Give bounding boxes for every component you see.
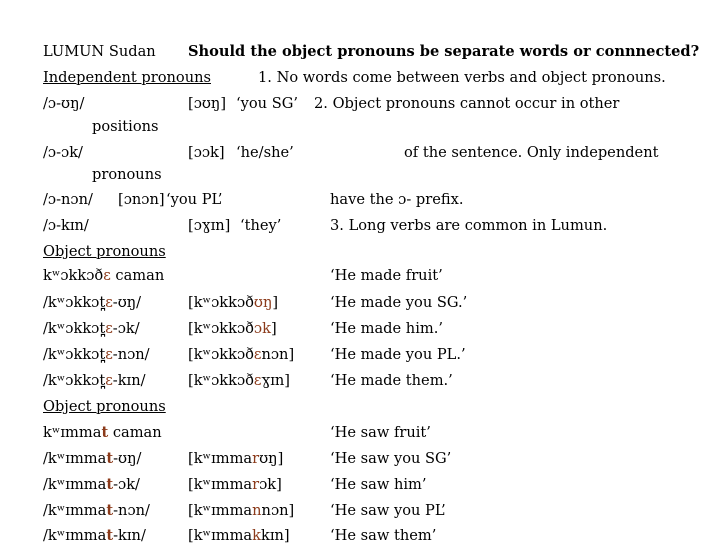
independent-surface-4: [ɔɣɪn] (188, 217, 231, 234)
independent-gloss-2: ‘he/she’ (236, 144, 294, 161)
made-underlying-2: /kʷɔkkɔt̪ɛ-ɔk/ (43, 320, 140, 337)
independent-form-2: /ɔ-ɔk/ (43, 144, 83, 161)
independent-gloss-1: ‘you SG’ (236, 95, 299, 112)
saw-underlying-2: /kʷɪmmat-ɔk/ (43, 476, 140, 493)
made-underlying-4: /kʷɔkkɔt̪ɛ-kɪn/ (43, 372, 146, 389)
made-gloss-3: ‘He made you PL.’ (330, 346, 466, 363)
independent-form-1: /ɔ-ʊŋ/ (43, 95, 85, 112)
saw-gloss-3: ‘He saw you PL’ (330, 502, 446, 519)
independent-surface-2: [ɔɔk] (188, 144, 225, 161)
object-pronouns-heading-2: Object pronouns (43, 398, 166, 415)
made-underlying-3: /kʷɔkkɔt̪ɛ-nɔn/ (43, 346, 150, 363)
independent-surface-1: [ɔʊŋ] (188, 95, 227, 112)
made-gloss-1: ‘He made you SG.’ (330, 294, 468, 311)
made-underlying-1: /kʷɔkkɔt̪ɛ-ʊŋ/ (43, 294, 142, 311)
question-title: Should the object pronouns be separate words or connnected? (188, 43, 700, 60)
made-surface-1: [kʷɔkkɔðʊŋ] (188, 294, 279, 311)
saw-surface-2: [kʷɪmmarɔk] (188, 476, 282, 493)
independent-surface-3: [ɔnɔn] (118, 191, 165, 208)
independent-form-4: /ɔ-kɪn/ (43, 217, 89, 234)
made-surface-2: [kʷɔkkɔðɔk] (188, 320, 277, 337)
saw-underlying-3: /kʷɪmmat-nɔn/ (43, 502, 150, 519)
verb-made-fruit: kʷɔkkɔðɛ caman (43, 267, 165, 284)
saw-underlying-4: /kʷɪmmat-kɪn/ (43, 527, 146, 544)
statement-2-continued: of the sentence. Only independent (404, 144, 659, 161)
statement-2-continued: positions (92, 118, 159, 135)
saw-surface-1: [kʷɪmmarʊŋ] (188, 450, 284, 467)
independent-pronouns-heading: Independent pronouns (43, 69, 211, 86)
saw-gloss-4: ‘He saw them’ (330, 527, 437, 544)
saw-surface-4: [kʷɪmmakkɪn] (188, 527, 290, 544)
saw-underlying-1: /kʷɪmmat-ʊŋ/ (43, 450, 142, 467)
statement-2: 2. Object pronouns cannot occur in other (314, 95, 620, 112)
object-pronouns-heading: Object pronouns (43, 243, 166, 260)
independent-form-3: /ɔ-nɔn/ (43, 191, 93, 208)
independent-gloss-3: ‘you PL’ (166, 191, 223, 208)
independent-gloss-4: ‘they’ (240, 217, 282, 234)
made-surface-4: [kʷɔkkɔðɛɣɪn] (188, 372, 290, 389)
made-gloss-4: ‘He made them.’ (330, 372, 453, 389)
made-surface-3: [kʷɔkkɔðɛnɔn] (188, 346, 295, 363)
statement-2-continued: pronouns (92, 166, 162, 183)
saw-gloss-1: ‘He saw you SG’ (330, 450, 452, 467)
verb-saw-fruit: kʷɪmmat caman (43, 424, 162, 441)
statement-1: 1. No words come between verbs and object pronouns. (258, 69, 666, 86)
made-gloss-2: ‘He made him.’ (330, 320, 443, 337)
gloss-saw-fruit: ‘He saw fruit’ (330, 424, 431, 441)
statement-3: 3. Long verbs are common in Lumun. (330, 217, 608, 234)
saw-surface-3: [kʷɪmmannɔn] (188, 502, 295, 519)
saw-gloss-2: ‘He saw him’ (330, 476, 427, 493)
statement-2-continued: have the ɔ- prefix. (330, 191, 464, 208)
gloss-made-fruit: ‘He made fruit’ (330, 267, 443, 284)
language-label: LUMUN Sudan (43, 43, 156, 60)
